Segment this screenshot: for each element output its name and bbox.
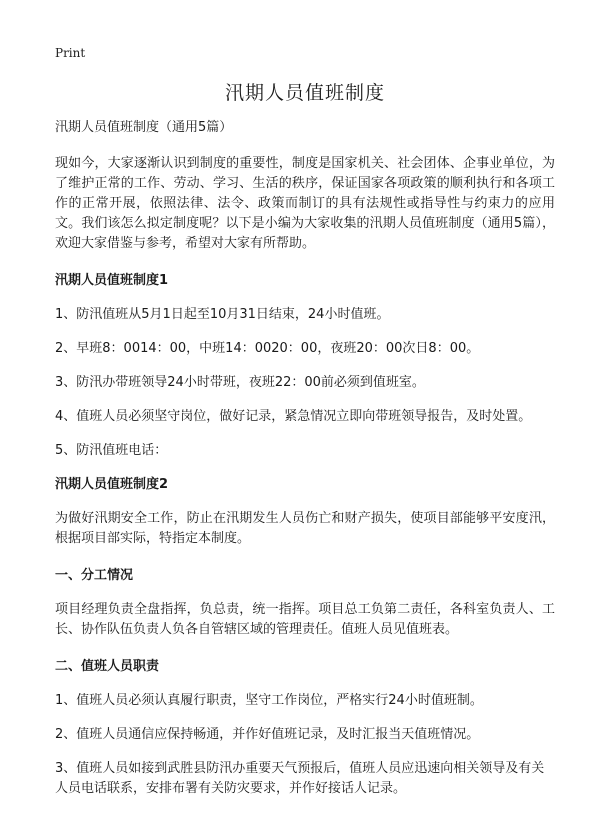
part2-item: 3、值班人员如接到武胜县防汛办重要天气预报后，值班人员应迅速向相关领导及有关人员电话联系，安排布署有关防灾要求，并作好接话人记录。 [55,761,545,796]
intro-paragraph: 现如今，大家逐渐认识到制度的重要性，制度是国家机关、社会团体、企事业单位，为了维护正常的工作、劳动、学习、生活的秩序，保证国家各项政策的顺利执行和各项工作的正常开展，依照法律、法令、政策而制订的具有法规性或指导性与约束力的应用文。我们该怎么拟定制度呢？以下是小编为大家收集的汛期人员值班制度（通用5篇），欢迎大家借鉴与参考，希望对大家有所帮助。 [55,156,555,251]
section1-item: 4、值班人员必须坚守岗位，做好记录，紧急情况立即向带班领导报告，及时处置。 [55,409,532,424]
document-body [55,78,555,813]
section1-item: 5、防汛值班电话： [55,443,168,458]
section1-item: 1、防汛值班从5月1日起至10月31日结束，24小时值班。 [55,307,390,322]
part1-text: 项目经理负责全盘指挥，负总责，统一指挥。项目总工负第二责任，各科室负责人、工长、协作队伍负责人负各自管辖区域的管理责任。值班人员见值班表。 [55,602,555,637]
section1-heading: 汛期人员值班制度1 [55,273,169,288]
page-title: 汛期人员值班制度 [224,82,385,104]
section1-item: 3、防汛办带班领导24小时带班，夜班22：00前必须到值班室。 [55,375,425,390]
section2-intro: 为做好汛期安全工作，防止在汛期发生人员伤亡和财产损失，使项目部能够平安度汛，根据项目部实际，特指定本制度。 [55,511,555,546]
section1-item: 2、早班8：0014：00，中班14：0020：00，夜班20：00次日8：00。 [55,341,480,356]
subtitle: 汛期人员值班制度（通用5篇） [55,120,233,135]
part1-heading: 一、分工情况 [55,568,134,583]
section2-heading: 汛期人员值班制度2 [55,477,169,492]
part2-item: 1、值班人员必须认真履行职责，坚守工作岗位，严格实行24小时值班制。 [55,693,483,708]
part2-item: 2、值班人员通信应保持畅通，并作好值班记录，及时汇报当天值班情况。 [55,727,480,742]
print-link[interactable]: Print [55,46,86,60]
part2-heading: 二、值班人员职责 [55,659,160,674]
